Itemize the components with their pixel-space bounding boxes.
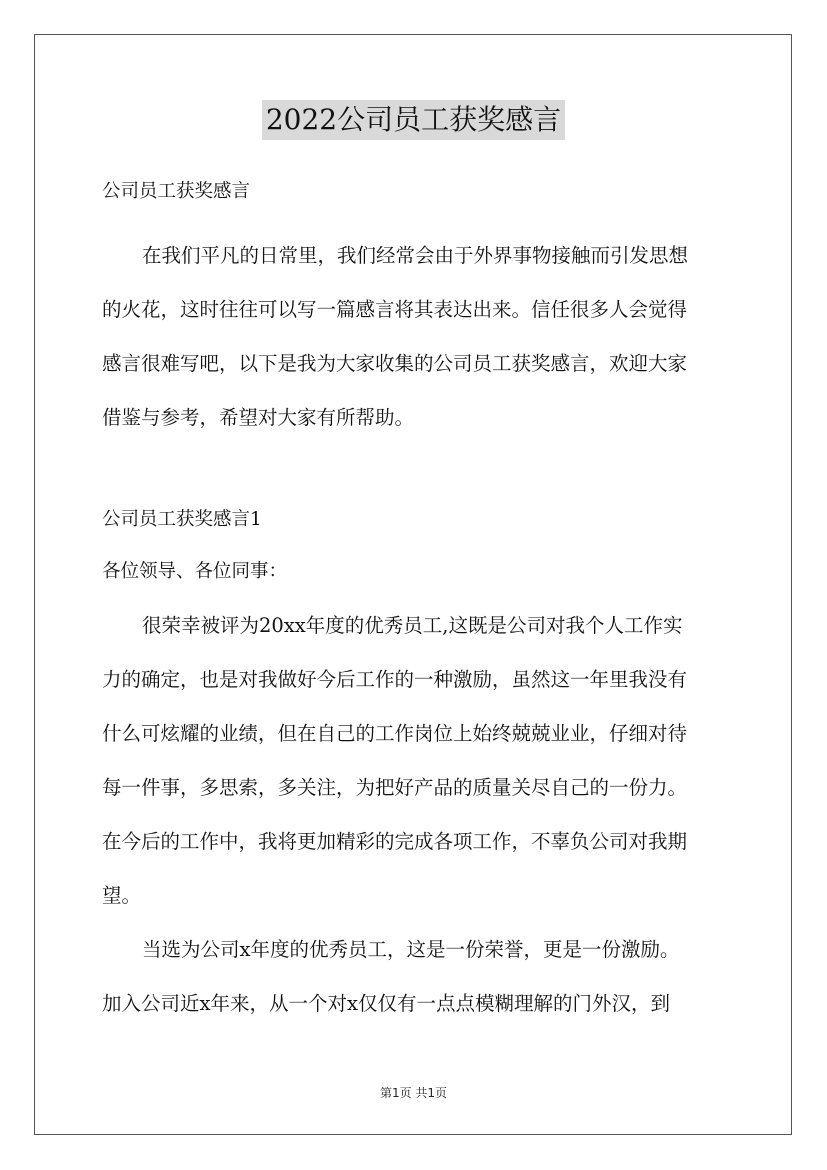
title-container xyxy=(0,100,827,140)
paragraph-line: 在今后的工作中，我将更加精彩的完成各项工作，不辜负公司对我期 xyxy=(102,830,688,853)
intro-line: 的火花，这时往往可以写一篇感言将其表达出来。信任很多人会觉得 xyxy=(102,298,688,321)
paragraph-line: 当选为公司x年度的优秀员工，这是一份荣誉，更是一份激励。 xyxy=(142,938,680,961)
paragraph-line: 望。 xyxy=(102,884,142,907)
page-footer xyxy=(0,1084,827,1101)
section-heading: 公司员工获奖感言1 xyxy=(102,509,262,530)
paragraph-line: 力的确定，也是对我做好今后工作的一种激励，虽然这一年里我没有 xyxy=(102,668,688,691)
document-title: 2022公司员工获奖感言 xyxy=(262,100,565,140)
paragraph-line: 什么可炫耀的业绩，但在自己的工作岗位上始终兢兢业业，仔细对待 xyxy=(102,722,688,745)
subtitle: 公司员工获奖感言 xyxy=(102,181,251,202)
intro-line: 感言很难写吧，以下是我为大家收集的公司员工获奖感言，欢迎大家 xyxy=(102,352,688,375)
paragraph-line: 加入公司近x年来，从一个对x仅仅有一点点模糊理解的门外汉，到 xyxy=(102,992,670,1015)
document-body xyxy=(102,175,727,1031)
paragraph-line: 很荣幸被评为20xx年度的优秀员工,这既是公司对我个人工作实 xyxy=(142,614,683,637)
intro-line: 借鉴与参考，希望对大家有所帮助。 xyxy=(102,406,415,429)
paragraph-line: 每一件事，多思索，多关注，为把好产品的质量关尽自己的一份力。 xyxy=(102,776,688,799)
greeting: 各位领导、各位同事： xyxy=(102,561,288,582)
intro-line: 在我们平凡的日常里，我们经常会由于外界事物接触而引发思想 xyxy=(142,244,689,267)
page-number: 第1页 共1页 xyxy=(379,1086,448,1100)
